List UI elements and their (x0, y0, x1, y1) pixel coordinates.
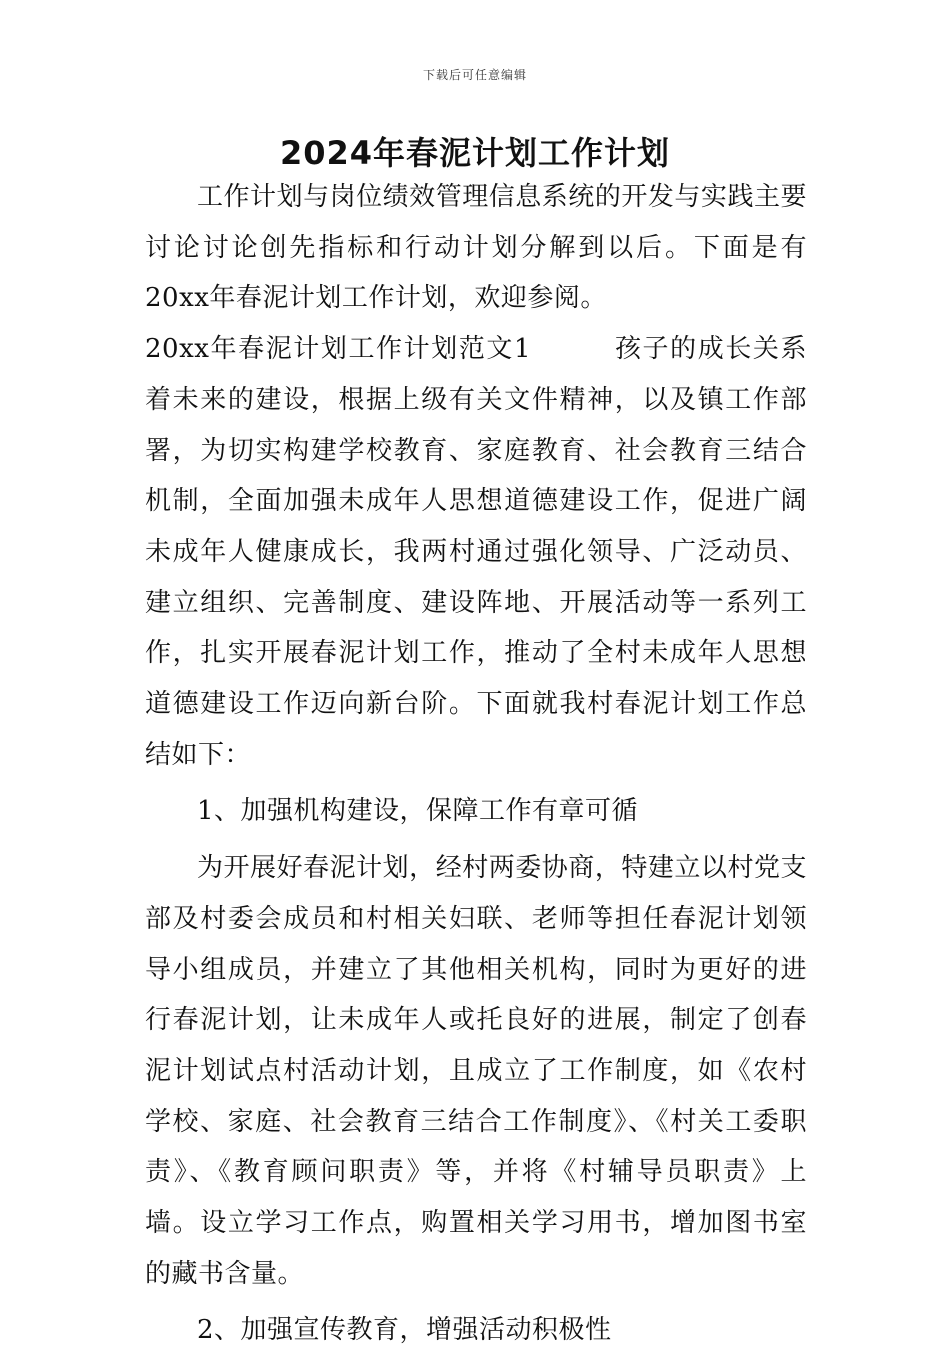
section1-heading: 1、加强机构建设，保障工作有章可循 (197, 796, 639, 827)
section1-paragraph: 为开展好春泥计划，经村两委协商，特建立以村党支部及村委会成员和村相关妇联、老师等担任春泥计划领导小组成员，并建立了其他相关机构，同时为更好的进行春泥计划，让未成年人或托良好的进展，制定了创春泥计划试点村活动计划，且成立了工作制度，如《农村学校、家庭、社会教育三结合工作制度》、《村关工委职责》、《教育顾问职责》等，并将《村辅导员职责》上墙。设立学习工作点，购置相关学习用书，增加图书室的藏书含量。 (145, 853, 807, 1289)
sample-paragraph: 20xx年春泥计划工作计划范文1 孩子的成长关系着未来的建设，根据上级有关文件精神，以及镇工作部署，为切实构建学校教育、家庭教育、社会教育三结合机制，全面加强未成年人思想道德建设工作，促进广阔未成年人健康成长，我两村通过强化领导、广泛动员、建立组织、完善制度、建设阵地、开展活动等一系列工作，扎实开展春泥计划工作，推动了全村未成年人思想道德建设工作迈向新台阶。下面就我村春泥计划工作总结如下： (145, 334, 807, 770)
intro-paragraph: 工作计划与岗位绩效管理信息系统的开发与实践主要讨论讨论创先指标和行动计划分解到以后。下面是有20xx年春泥计划工作计划，欢迎参阅。 (145, 182, 807, 314)
section2-heading: 2、加强宣传教育，增强活动积极性 (197, 1315, 612, 1346)
document-body (145, 172, 807, 1356)
document-title: 2024年春泥计划工作计划 (279, 134, 671, 172)
header-note: 下载后可任意编辑 (422, 68, 527, 82)
